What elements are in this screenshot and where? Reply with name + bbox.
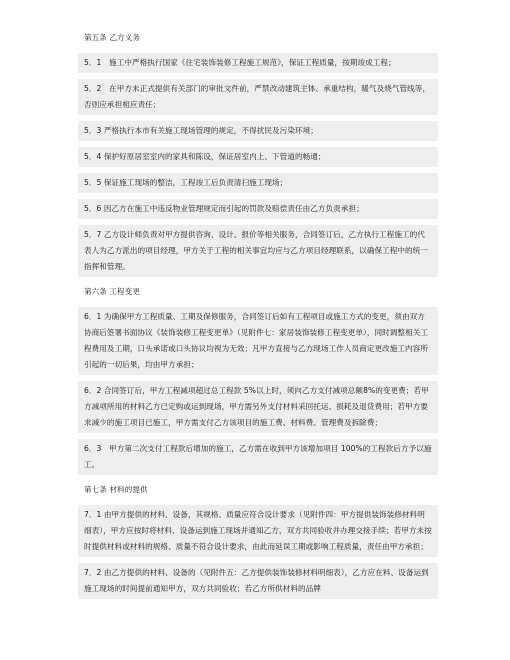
clause-5-7: 5．7 乙方设计师负责对甲方提供咨询、设计、报价等相关服务，合同签订后，乙方执行工程施工的代表人为乙方派出的项目经理，甲方关于工程的相关事宜均应与乙方项目经理联系，以确保工程中的统一指挥和管理。 (78, 225, 438, 277)
clause-5-4: 5．4 保护好原居室室内的家具和陈设，保证居室内上、下管道的畅通； (78, 147, 438, 167)
article-6-heading: 第六条 工程变更 (84, 287, 140, 296)
article-5-heading: 第五条 乙方义务 (84, 33, 140, 42)
clause-7-2: 7．2 由乙方提供的材料、设备的（见附件五：乙方提供装饰装修材料明细表），乙方应在料、设备运到施工现场的时间提前通知甲方，双方共同验收；若乙方所供材料的品牌 (78, 563, 438, 599)
clause-5-5: 5．5 保证施工现场的整洁，工程竣工后负责清扫施工现场； (78, 173, 438, 193)
clause-6-2: 6．2 合同签订后，甲方工程减项超过总工程款 5%以上时，须向乙方支付减项总额8%的变更费；若甲方减项所用的材料乙方已定购或运到现场，甲方需另外支付材料采回托运、损耗及退货费用；若甲方要求减少的施工项目已施工，甲方需支付乙方该项目的施工费、材料费、管理费及拆除费； (78, 381, 438, 433)
clause-5-3: 5．3 严格执行本市有关施工现场管理的规定，不得扰民及污染环境； (78, 121, 438, 141)
document-page (78, 30, 438, 599)
clause-6-1: 6．1 为确保甲方工程质量、工期及保修服务，合同签订后如有工程项目或施工方式的变更，须由双方协商后签署书面协议《装饰装修工程变更单》（见附件七：家居装饰装修工程变更单），同时调整相关工程费用及工期，口头承诺或口头协议均视为无效；凡甲方直接与乙方现场工作人员商定更改施工内容所引起的一切后果，均由甲方承担； (78, 307, 438, 375)
clause-7-1: 7．1 由甲方提供的材料、设备，其规格、质量应符合设计要求（见附件四：甲方提供装饰装修材料明细表），甲方应按时将材料、设备运到施工现场并通知乙方，双方共同验收并办理交接手续；若甲方未按时提供材料或材料的规格、质量不符合设计要求，由此而延误工期或影响工程质量，责任由甲方承担； (78, 505, 438, 557)
clause-5-1: 5．1 施工中严格执行国家《住宅装饰装修工程施工规范》，保证工程质量，按期竣成工程； (78, 53, 438, 73)
article-7-heading: 第七条 材料的提供 (84, 485, 148, 494)
clause-5-6: 5．6 因乙方在施工中违反物业管理规定而引起的罚款及赔偿责任由乙方负责承担； (78, 199, 438, 219)
clause-5-2: 5．2 在甲方未正式提供有关部门的审批文件前，严禁改动建筑主体、承重结构，暖气及烧气管线等，否则应承担相应责任； (78, 79, 438, 115)
clause-6-3: 6．3 甲方第二次支付工程款后增加的施工，乙方需在收到甲方该增加项目 100%的工程款后方予以施工。 (78, 439, 438, 475)
